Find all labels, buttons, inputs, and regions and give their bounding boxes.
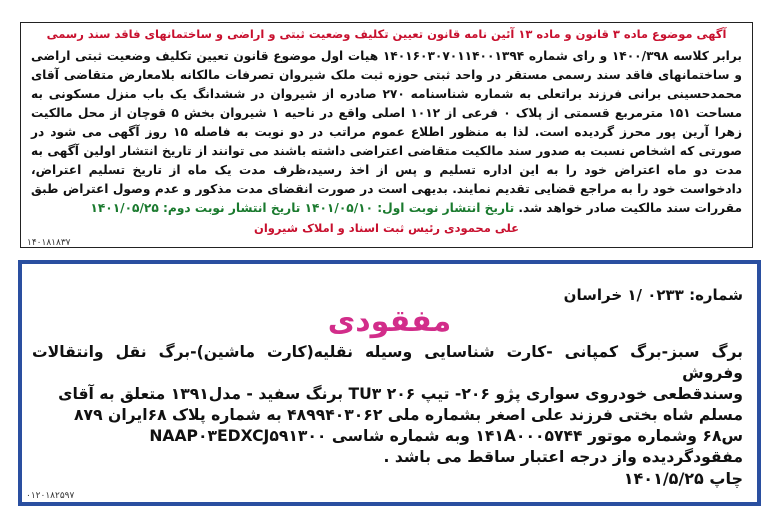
notice-body bbox=[31, 47, 742, 218]
lost-heading: مفقودی bbox=[327, 304, 452, 339]
registration-notice bbox=[20, 22, 753, 248]
lost-documents-notice bbox=[18, 260, 761, 506]
lost-notice-code: ۰۱۲۰۱۸۲۵۹۷ bbox=[26, 491, 75, 501]
lost-body bbox=[32, 342, 743, 468]
notice-signature: علی محمودی رئیس ثبت اسناد و املاک شیروان bbox=[254, 221, 519, 235]
publication-dates: تاریخ انتشار نوبت اول: ۱۴۰۱/۰۵/۱۰ تاریخ انتشار نوبت دوم: ۱۴۰۱/۰۵/۲۵ bbox=[90, 201, 515, 215]
lost-body-line: مسلم شاه بختی فرزند علی اصغر بشماره ملی ۴۸۹۹۴۰۳۰۶۲ به شماره پلاک ۶۸ایران ۸۷۹ bbox=[74, 406, 743, 424]
notice-code: ۱۴۰۱۸۱۸۳۷ bbox=[27, 238, 71, 248]
lost-body-line: س۶۸ وشماره موتور ۱۴۱A۰۰۰۵۷۴۴ وبه شماره شاسی NAAP۰۳EDXCJ۵۹۱۳۰۰ bbox=[149, 427, 743, 445]
notice-number: شماره: ۰۲۳۳ /۱ خراسان bbox=[563, 286, 743, 304]
lost-body-line: وسندقطعی خودروی سواری پژو ۲۰۶- تیپ TU۳ ۲۰۶ برنگ سفید - مدل۱۳۹۱ متعلق به آقای bbox=[58, 385, 743, 403]
notice-title: آگهی موضوع ماده ۳ قانون و ماده ۱۳ آئین نامه قانون تعیین تکلیف وضعیت ثبتی و اراضی و ساختمانهای فاقد سند رسمی bbox=[46, 27, 727, 41]
print-date: چاپ ۱۴۰۱/۵/۲۵ bbox=[623, 469, 743, 488]
lost-body-line: برگ سبز-برگ کمپانی -کارت شناسایی وسیله نقلیه(کارت ماشین)-برگ نقل وانتقالات وفروش bbox=[32, 343, 743, 382]
lost-body-line: مفقودگردیده واز درجه اعتبار ساقط می باشد . bbox=[383, 448, 743, 466]
notice-body-text: برابر کلاسه ۱۴۰۰/۳۹۸ و رای شماره ۱۴۰۱۶۰۳۰۷۰۱۱۴۰۰۱۳۹۴ هیات اول موضوع قانون تعیین تکلیف وضعیت ثبتی اراضی و ساختمانهای فاقد سند رسمی مستقر در واحد ثبتی حوزه ثبت ملک شیروان تصرفات مالکانه بلامعارض متقاضی آقای محمدحسینی برانی فرزند براتعلی به شماره شناسنامه ۲۷۰ صادره از شیروان در ششدانگ یک باب منزل مسکونی به مساحت ۱۵۱ مترمربع قسمتی از پلاک ۰ فرعی از ۱۰۱۲ اصلی واقع در ناحیه ۱ شیروان بخش ۵ قوچان از محل مالکیت زهرا آرین پور محرز گردیده است. لذا به منظور اطلاع عموم مراتب در دو نوبت به فاصله ۱۵ روز آگهی می شود در صورتی که اشخاص نسبت به صدور سند مالکیت متقاضی اعتراضی داشته باشند می توانند از تاریخ انتشار اولین آگهی به مدت دو ماه اعتراض خود را به این اداره تسلیم و پس از اخذ رسید،ظرف مدت یک ماه از تاریخ تسلیم اعتراض، دادخواست خود را به مراجع قضایی تقدیم نمایند. بدیهی است در صورت انقضای مدت مذکور و عدم وصول اعتراض طبق مقررات سند مالکیت صادر خواهد شد. bbox=[31, 49, 743, 215]
